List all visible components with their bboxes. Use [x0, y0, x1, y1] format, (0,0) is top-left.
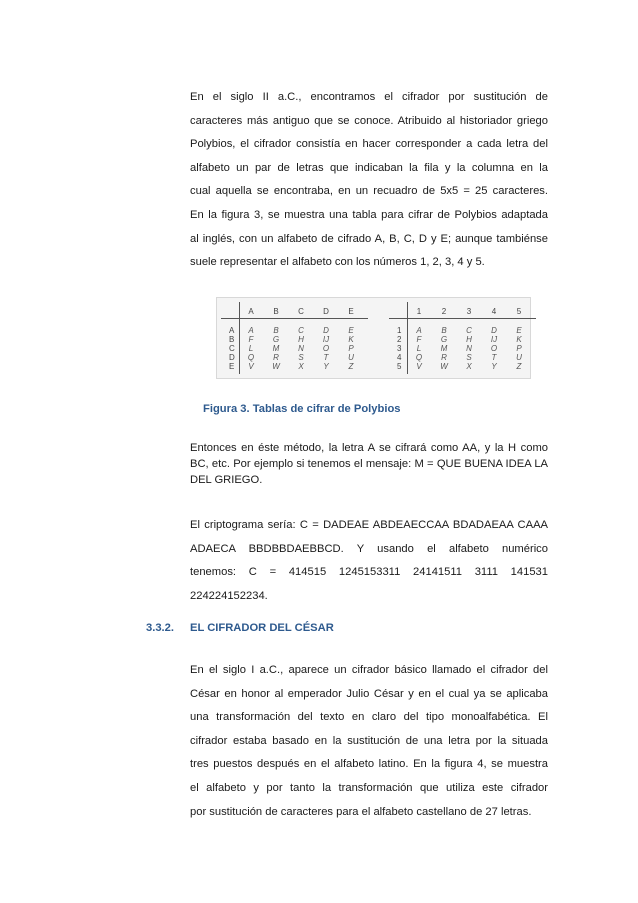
column-header: 4: [491, 307, 497, 316]
text-line: una transformación del texto en claro del tipo monoalfabética. El: [190, 711, 548, 724]
table-cell: X: [466, 362, 472, 371]
row-header: A: [229, 326, 235, 335]
text-line: tres puestos después en el alfabeto latino. En la figura 4, se muestra: [190, 758, 548, 771]
text-line: Entonces en éste método, la letra A se cifrará como AA, y la H como: [190, 442, 548, 454]
table-cell: A: [416, 326, 422, 335]
row-header: C: [229, 344, 235, 353]
text-line: En el siglo I a.C., aparece un cifrador básico llamado el cifrador del: [190, 664, 548, 676]
column-header: 2: [441, 307, 447, 316]
table-cell: IJ: [490, 335, 498, 344]
text-line: alfabeto un par de letras que indicaban la fila y la columna en la: [190, 161, 548, 174]
table-cell: D: [491, 326, 497, 335]
table-cell: O: [322, 344, 330, 353]
table-cell: V: [248, 362, 254, 371]
table-cell: M: [272, 344, 280, 353]
text-line: DEL GRIEGO.: [190, 474, 263, 486]
table-cell: H: [466, 335, 472, 344]
figure-caption: Figura 3. Tablas de cifrar de Polybios: [203, 403, 401, 415]
row-header: D: [229, 353, 235, 362]
table-horizontal-rule: [221, 318, 368, 319]
text-line: BC, etc. Por ejemplo si tenemos el mensaje: M = QUE BUENA IDEA LA: [190, 458, 548, 470]
text-line: 224224152234.: [190, 589, 268, 602]
table-cell: N: [298, 344, 304, 353]
table-cell: Y: [491, 362, 497, 371]
section-title: EL CIFRADOR DEL CÉSAR: [190, 622, 334, 634]
text-line: En el siglo II a.C., encontramos el cifrador por sustitución de: [190, 91, 548, 103]
table-cell: K: [348, 335, 354, 344]
table-cell: U: [348, 353, 354, 362]
text-line: cual aquella se encontraba, en un recuadro de 5x5 = 25 caracteres.: [190, 185, 548, 198]
column-header: 1: [416, 307, 422, 316]
row-header: 2: [397, 335, 402, 344]
column-header: A: [248, 307, 254, 316]
text-line: cifrador estaba basado en la sustitución de una letra por la situada: [190, 734, 548, 747]
table-cell: F: [416, 335, 422, 344]
column-header: B: [273, 307, 279, 316]
section-number: 3.3.2.: [146, 622, 174, 634]
table-cell: K: [516, 335, 522, 344]
text-line: caracteres más antiguo que se conoce. Atribuido al historiador griego: [190, 114, 548, 127]
text-line: al inglés, con un alfabeto de cifrado A, B, C, D y E; aunque tambiénse: [190, 232, 548, 245]
paragraph-polybios-example: [190, 440, 548, 488]
text-line: En la figura 3, se muestra una tabla para cifrar de Polybios adaptada: [190, 208, 548, 221]
table-cell: W: [272, 362, 280, 371]
row-header: 5: [397, 362, 402, 371]
text-line: suele representar el alfabeto con los números 1, 2, 3, 4 y 5.: [190, 256, 485, 269]
text-line: ADAECA BBDBBDAEBBCD. Y usando el alfabeto numérico: [190, 542, 548, 555]
column-header: 5: [516, 307, 522, 316]
table-cell: Q: [247, 353, 255, 362]
text-line: tenemos: C = 414515 1245153311 24141511 3111 141531: [190, 566, 548, 579]
table-cell: L: [248, 344, 254, 353]
row-header: 1: [397, 326, 402, 335]
table-cell: R: [441, 353, 447, 362]
table-vertical-rule: [239, 302, 240, 374]
table-cell: O: [490, 344, 498, 353]
text-line: el alfabeto y por tanto la transformación que utiliza este cifrador: [190, 781, 548, 794]
text-line: El criptograma sería: C = DADEAE ABDEAECCAA BDADAEAA CAAA: [190, 519, 548, 531]
section-heading: [146, 622, 334, 634]
table-cell: U: [516, 353, 522, 362]
table-cell: E: [348, 326, 354, 335]
table-cell: R: [273, 353, 279, 362]
table-cell: G: [272, 335, 280, 344]
polybios-tables-figure: [216, 297, 531, 379]
text-line: César en honor al emperador Julio César y en el cual ya se aplicaba: [190, 687, 548, 700]
table-cell: IJ: [322, 335, 330, 344]
column-header: C: [298, 307, 304, 316]
row-header: 3: [397, 344, 402, 353]
table-cell: T: [491, 353, 497, 362]
row-header: E: [229, 362, 235, 371]
text-line: por sustitución de caracteres para el alfabeto castellano de 27 letras.: [190, 805, 532, 818]
table-cell: S: [466, 353, 472, 362]
table-cell: Q: [415, 353, 423, 362]
table-vertical-rule: [407, 302, 408, 374]
table-cell: N: [466, 344, 472, 353]
column-header: D: [323, 307, 329, 316]
table-cell: F: [248, 335, 254, 344]
table-cell: Z: [516, 362, 522, 371]
paragraph-caesar: [190, 659, 548, 824]
column-header: E: [348, 307, 354, 316]
table-cell: E: [516, 326, 522, 335]
table-cell: X: [298, 362, 304, 371]
table-cell: C: [466, 326, 472, 335]
row-header: B: [229, 335, 235, 344]
table-cell: P: [348, 344, 354, 353]
text-line: Polybios, el cifrador consistía en hacer corresponder a cada letra del: [190, 138, 548, 151]
table-cell: G: [440, 335, 448, 344]
table-cell: A: [248, 326, 254, 335]
table-cell: Y: [323, 362, 329, 371]
table-cell: V: [416, 362, 422, 371]
table-cell: H: [298, 335, 304, 344]
paragraph-cryptogram: [190, 514, 548, 608]
table-cell: P: [516, 344, 522, 353]
table-cell: C: [298, 326, 304, 335]
column-header: 3: [466, 307, 472, 316]
table-cell: D: [323, 326, 329, 335]
row-header: 4: [397, 353, 402, 362]
table-cell: B: [441, 326, 447, 335]
table-cell: T: [323, 353, 329, 362]
table-cell: L: [416, 344, 422, 353]
table-cell: B: [273, 326, 279, 335]
table-cell: W: [440, 362, 448, 371]
table-cell: S: [298, 353, 304, 362]
paragraph-polybios-intro: [190, 86, 548, 275]
table-cell: Z: [348, 362, 354, 371]
table-cell: M: [440, 344, 448, 353]
table-horizontal-rule: [389, 318, 536, 319]
